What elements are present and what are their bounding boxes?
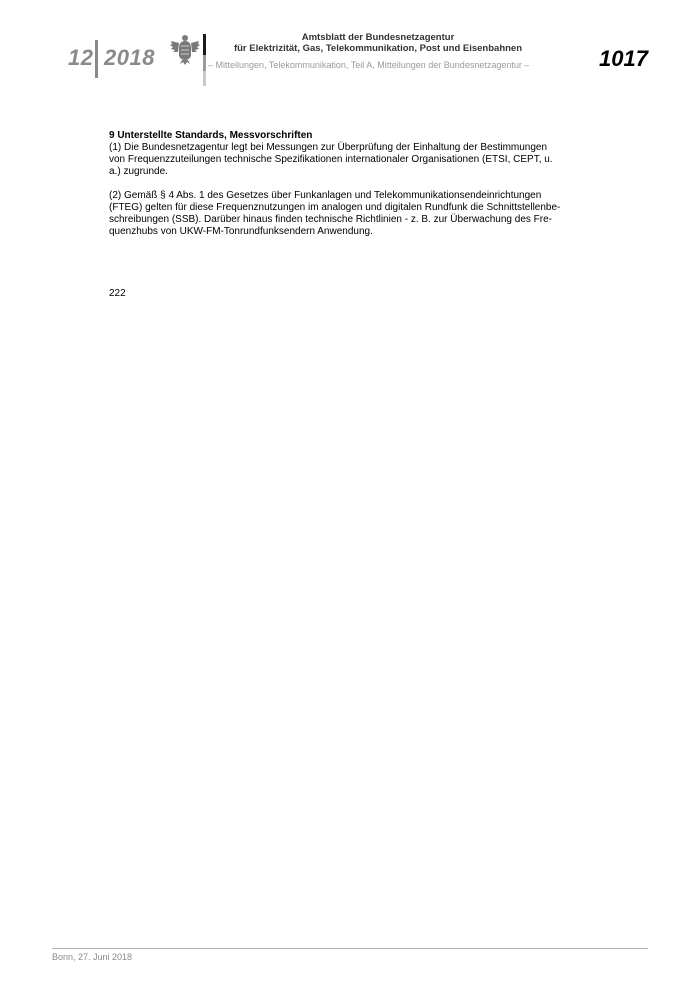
paragraph-line: schreibungen (SSB). Darüber hinaus finden technische Richtlinien - z. B. zur Überwachung des Fre-: [109, 214, 552, 225]
paragraph-1: [109, 142, 594, 178]
page-reference: 222: [109, 288, 126, 299]
main-content: [109, 130, 594, 238]
paragraph-line: quenzhubs von UKW-FM-Tonrundfunksendern Anwendung.: [109, 226, 373, 237]
page-number: 1017: [599, 46, 648, 71]
paragraph-line: (FTEG) gelten für diese Frequenznutzungen im analogen und digitalen Rundfunk die Schnittstellenbe-: [109, 202, 561, 213]
issue-divider: [95, 40, 98, 78]
paragraph-2: [109, 190, 594, 238]
issue-year: 2018: [104, 45, 155, 70]
gazette-title-line1: Amtsblatt der Bundesnetzagentur: [301, 32, 455, 43]
paragraph-line: a.) zugrunde.: [109, 166, 168, 177]
paragraph-line: (2) Gemäß § 4 Abs. 1 des Gesetzes über Funkanlagen und Telekommunikationsendeinrichtungen: [109, 190, 542, 201]
gazette-title: [208, 32, 548, 54]
gazette-subtitle: – Mitteilungen, Telekommunikation, Teil A, Mitteilungen der Bundesnetzagentur –: [208, 60, 530, 70]
footer-place-date: Bonn, 27. Juni 2018: [52, 952, 133, 962]
flag-bar: [203, 34, 206, 86]
paragraph-line: (1) Die Bundesnetzagentur legt bei Messungen zur Überprüfung der Einhaltung der Bestimmungen: [109, 142, 548, 153]
section-heading: 9 Unterstellte Standards, Messvorschriften: [109, 130, 313, 141]
gazette-title-line2: für Elektrizität, Gas, Telekommunikation, Post und Eisenbahnen: [233, 43, 523, 54]
footer-divider: [52, 948, 648, 949]
paragraph-line: von Frequenzzuteilungen technische Spezifikationen internationaler Organisationen (ETSI, CEPT, u.: [109, 154, 553, 165]
issue-number: 12: [68, 45, 94, 70]
federal-eagle-icon: [170, 33, 200, 65]
